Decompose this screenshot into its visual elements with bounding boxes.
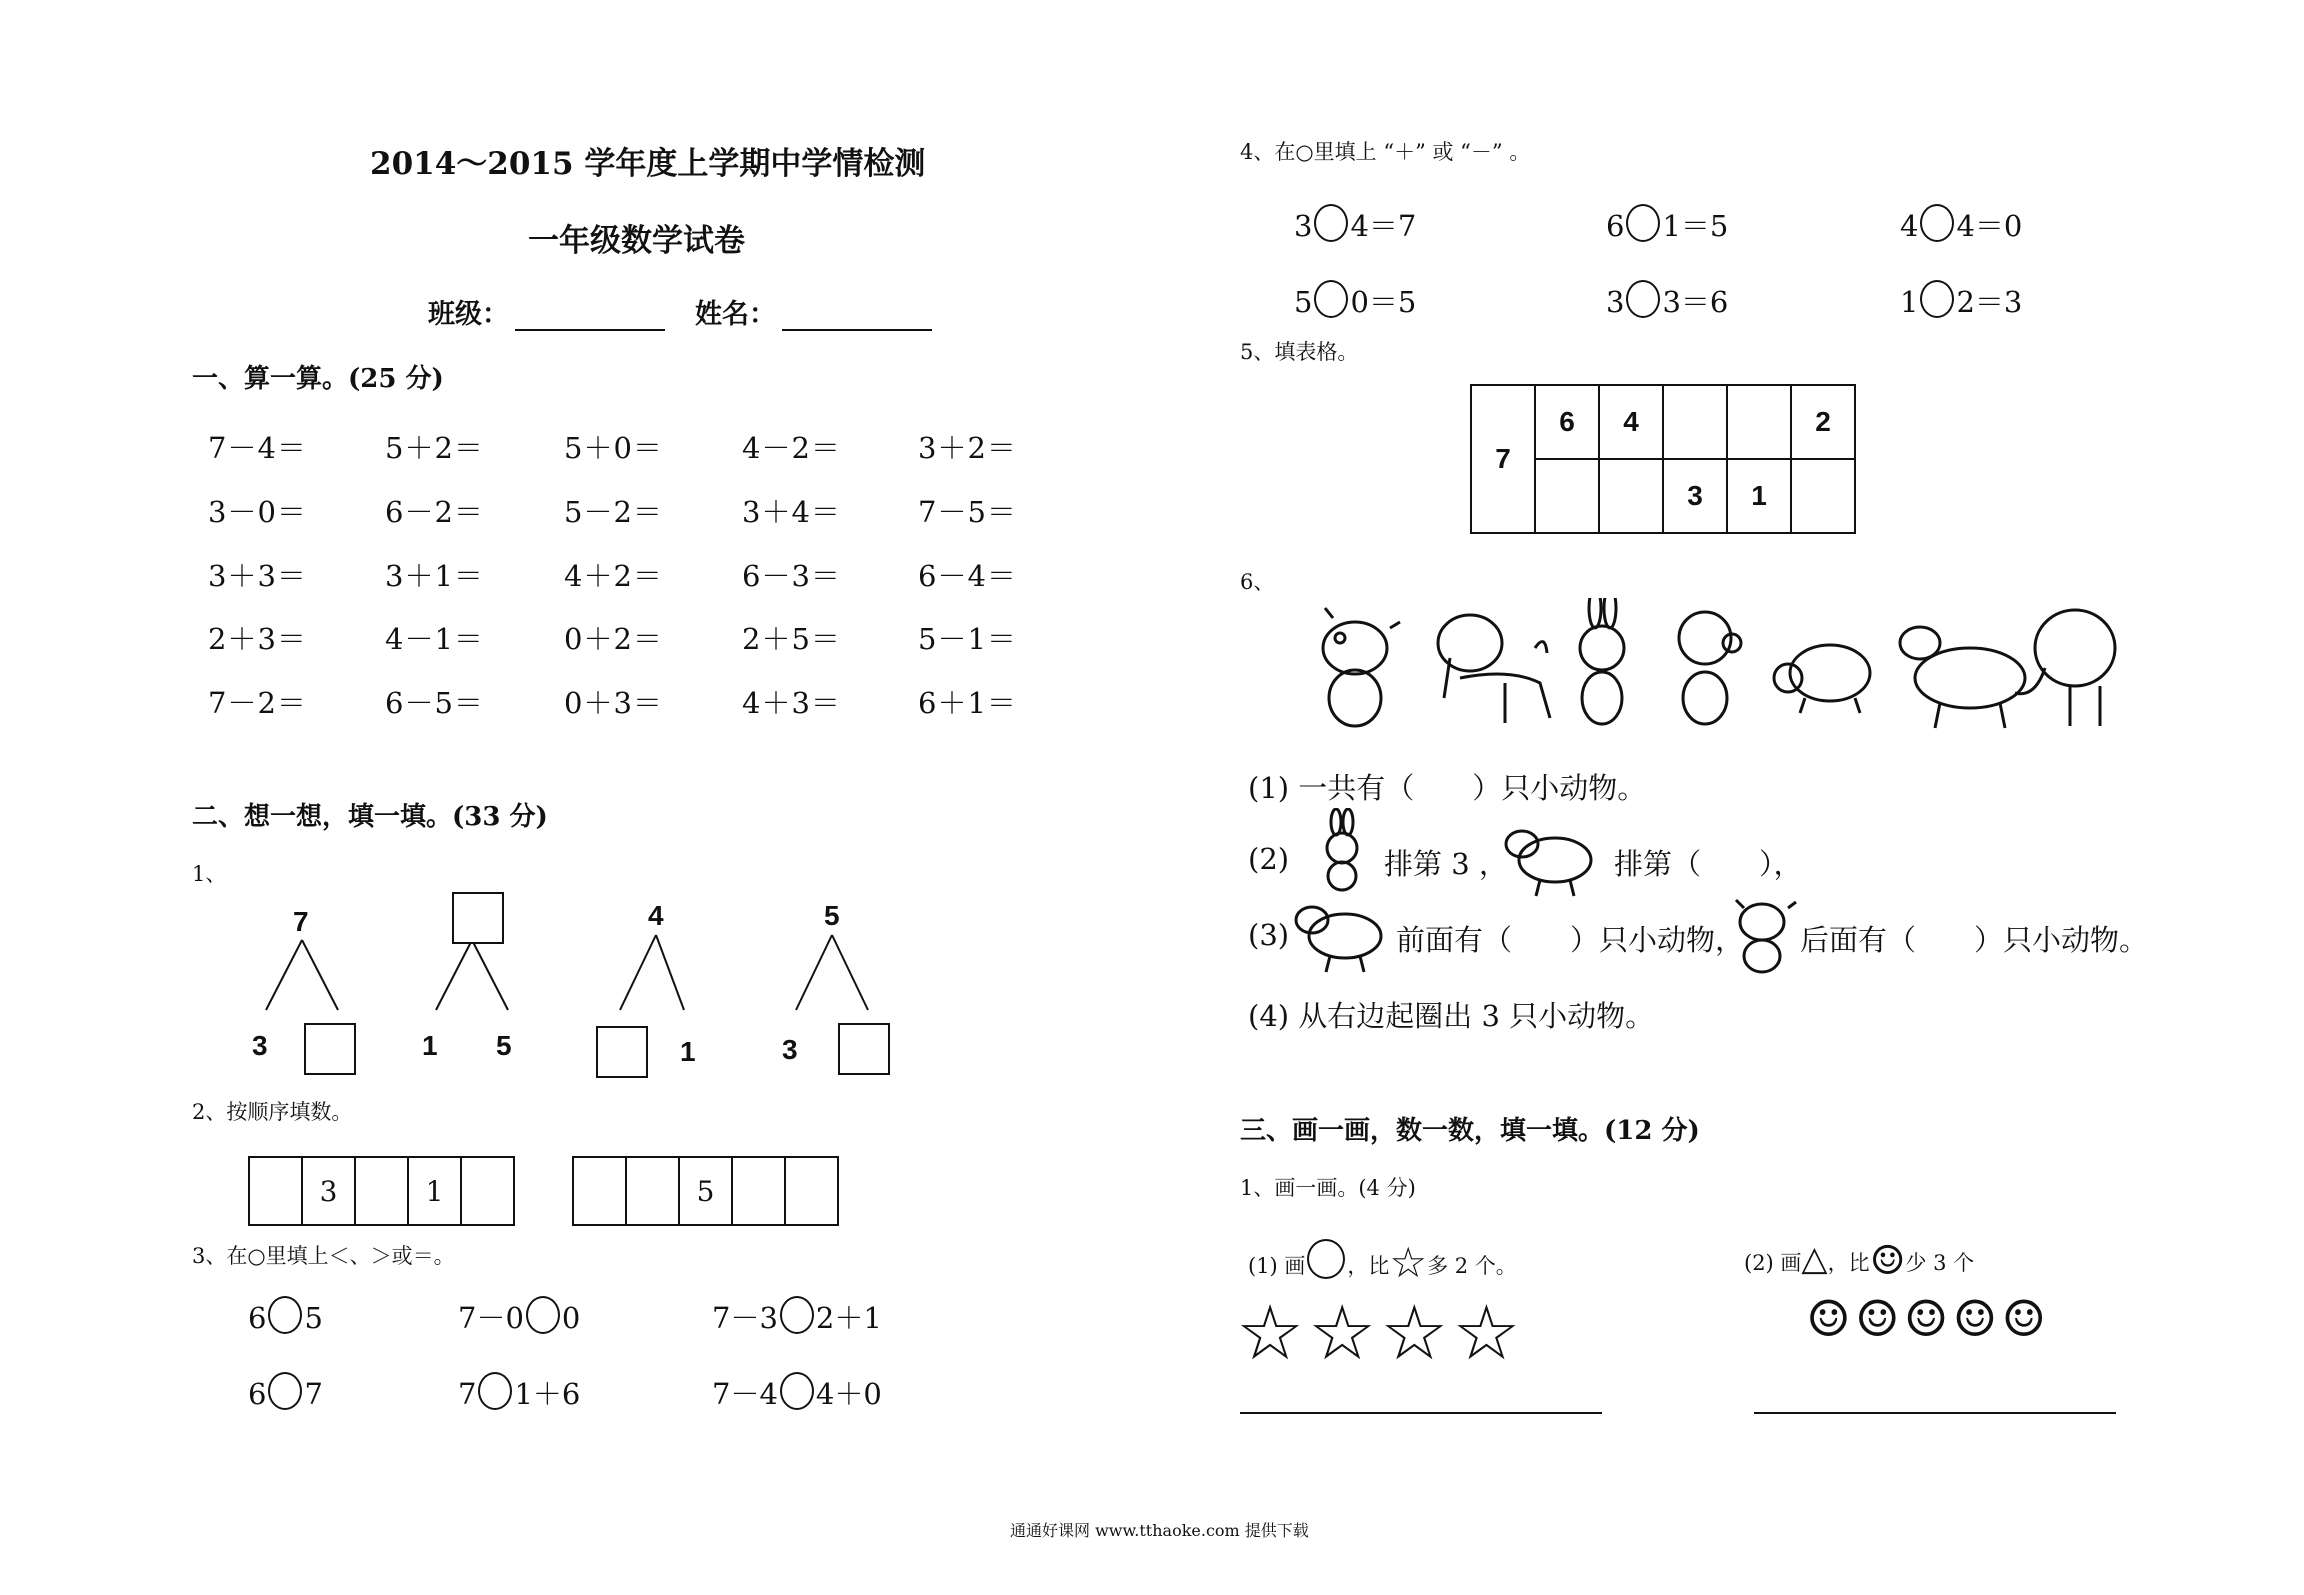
- s3-part2-less: 少 3 个: [1905, 1251, 1975, 1275]
- fill-cell[interactable]: [1727, 385, 1791, 459]
- sequence-cell[interactable]: [626, 1157, 679, 1225]
- frog-icon: [1323, 608, 1400, 726]
- elephant-icon: [2015, 610, 2115, 726]
- stars-row: [1236, 1288, 1525, 1377]
- operand-right: 4＝0: [1956, 209, 2023, 243]
- tree4-answer-box[interactable]: [838, 1023, 890, 1075]
- calc-item[interactable]: 3＋2＝: [918, 431, 1017, 465]
- sequence-cell[interactable]: [785, 1157, 838, 1225]
- calc-item[interactable]: 5－1＝: [918, 622, 1017, 656]
- sign-item: [1294, 280, 1416, 321]
- calc-item[interactable]: 5－2＝: [564, 495, 663, 529]
- fill-cell: 2: [1791, 385, 1855, 459]
- answer-circle[interactable]: [1626, 204, 1660, 242]
- operand-right: 4＝7: [1350, 209, 1417, 243]
- class-label: 班级：: [428, 299, 509, 330]
- answer-circle[interactable]: [780, 1296, 814, 1334]
- calc-item[interactable]: 6－4＝: [918, 559, 1017, 593]
- calc-item[interactable]: 2＋3＝: [208, 622, 307, 656]
- monkey-icon: [1679, 612, 1741, 724]
- smiley-icon: ☺: [1854, 1290, 1904, 1348]
- tree3-top: 4: [648, 900, 664, 931]
- calc-item[interactable]: 7－5＝: [918, 495, 1017, 529]
- circle-icon: [1307, 1239, 1345, 1279]
- operand-right: 1＝5: [1662, 209, 1729, 243]
- operand-right: 7: [304, 1377, 323, 1411]
- tree2-right: 5: [496, 1030, 512, 1061]
- calc-item[interactable]: 5＋0＝: [564, 431, 663, 465]
- calc-item[interactable]: 4＋3＝: [742, 686, 841, 720]
- sheep-icon: [1900, 627, 2025, 728]
- sheep-icon: [1290, 894, 1386, 978]
- operand-left: 7－0: [458, 1301, 524, 1335]
- compare-item: [458, 1372, 580, 1413]
- star-icon: ☆: [1452, 1288, 1525, 1377]
- fill-cell[interactable]: [1599, 459, 1663, 533]
- answer-circle[interactable]: [1920, 204, 1954, 242]
- s3-part2-draw: (2) 画: [1744, 1251, 1802, 1275]
- s3-part2-compare: ，比: [1827, 1251, 1870, 1275]
- sign-item: [1294, 204, 1416, 245]
- smiley-icon: ☺: [1869, 1238, 1906, 1284]
- answer-circle[interactable]: [268, 1372, 302, 1410]
- fill-table: [1470, 384, 1856, 534]
- operand-right: 0＝5: [1350, 285, 1417, 319]
- calc-item[interactable]: 2＋5＝: [742, 622, 841, 656]
- calc-item[interactable]: 4－2＝: [742, 431, 841, 465]
- operand-right: 5: [304, 1301, 323, 1335]
- fill-cell-first: 7: [1471, 385, 1535, 533]
- s3-part2: [1744, 1238, 1974, 1284]
- operand-right: 2＝3: [1956, 285, 2023, 319]
- name-label: 姓名：: [695, 299, 776, 330]
- sign-item: [1606, 204, 1728, 245]
- calc-item[interactable]: 6＋1＝: [918, 686, 1017, 720]
- dog-icon: [1438, 615, 1550, 723]
- operand-left: 3: [1606, 285, 1625, 319]
- tree3-right: 1: [680, 1036, 696, 1067]
- s3-q1-label: 1、画一画。(4 分): [1240, 1176, 1416, 1200]
- sequence-cell: 3: [302, 1157, 355, 1225]
- sequence-cell[interactable]: [355, 1157, 408, 1225]
- sequence-cell[interactable]: [249, 1157, 302, 1225]
- rabbit-icon: [1312, 808, 1372, 892]
- operand-left: 7: [458, 1377, 477, 1411]
- q6-part3-num: (3): [1248, 918, 1290, 952]
- triangle-icon: △: [1801, 1239, 1828, 1279]
- fill-cell[interactable]: [1535, 459, 1599, 533]
- calc-item[interactable]: 4＋2＝: [564, 559, 663, 593]
- calc-item[interactable]: 0＋2＝: [564, 622, 663, 656]
- calc-item[interactable]: 4－1＝: [385, 622, 484, 656]
- answer-circle[interactable]: [268, 1296, 302, 1334]
- q6-part2-sheep: 排第（ ），: [1614, 847, 1803, 881]
- answer-line-1[interactable]: [1240, 1412, 1602, 1414]
- sequence-cell[interactable]: [732, 1157, 785, 1225]
- q5-label: 5、填表格。: [1240, 340, 1359, 364]
- operand-left: 6: [1606, 209, 1625, 243]
- fill-cell: 4: [1599, 385, 1663, 459]
- s3-part1-more: 多 2 个。: [1427, 1254, 1517, 1278]
- section2-heading: 二、想一想，填一填。(33 分): [192, 802, 548, 832]
- calc-item[interactable]: 3＋3＝: [208, 559, 307, 593]
- exam-title: 2014～2015 学年度上学期中学情检测: [370, 146, 926, 182]
- smiley-icon: ☺: [1903, 1290, 1953, 1348]
- operand-right: 4＋0: [815, 1377, 882, 1411]
- compare-item: [458, 1296, 580, 1337]
- star-icon: ☆: [1236, 1288, 1309, 1377]
- operand-left: 7－4: [712, 1377, 778, 1411]
- sheep-icon: [1500, 820, 1596, 900]
- tree3-answer-box[interactable]: [596, 1026, 648, 1078]
- footer-source: 通通好课网 www.tthaoke.com 提供下载: [1010, 1521, 1309, 1540]
- tree1-answer-box[interactable]: [304, 1023, 356, 1075]
- q6-part1: (1) 一共有（ ）只小动物。: [1248, 771, 1647, 805]
- answer-circle[interactable]: [780, 1372, 814, 1410]
- calc-item[interactable]: 6－2＝: [385, 495, 484, 529]
- operand-left: 4: [1900, 209, 1919, 243]
- q6-part3-after: 后面有（ ）只小动物。: [1800, 923, 2149, 957]
- s3-part1-compare: ，比: [1347, 1254, 1390, 1278]
- star-icon: ☆: [1380, 1288, 1453, 1377]
- answer-circle[interactable]: [1626, 280, 1660, 318]
- calc-item[interactable]: 3＋4＝: [742, 495, 841, 529]
- section1-heading: 一、算一算。(25 分): [192, 364, 444, 394]
- calc-item[interactable]: 6－5＝: [385, 686, 484, 720]
- answer-circle[interactable]: [1314, 204, 1348, 242]
- section3-heading: 三、画一画，数一数，填一填。(12 分): [1240, 1116, 1700, 1146]
- s3-part1: [1248, 1238, 1517, 1287]
- frog-icon: [1730, 894, 1800, 978]
- sign-item: [1900, 280, 2022, 321]
- q6-label: 6、: [1240, 570, 1275, 594]
- star-icon: ☆: [1308, 1288, 1381, 1377]
- fill-cell: 1: [1727, 459, 1791, 533]
- operand-left: 6: [248, 1301, 267, 1335]
- sequence-row-1: [248, 1156, 515, 1226]
- operand-right: 1＋6: [514, 1377, 581, 1411]
- answer-circle[interactable]: [1920, 280, 1954, 318]
- sign-item: [1606, 280, 1728, 321]
- s3-part1-draw: (1) 画: [1248, 1254, 1306, 1278]
- fill-cell[interactable]: [1663, 385, 1727, 459]
- compare-item: [712, 1296, 882, 1337]
- operand-left: 5: [1294, 285, 1313, 319]
- calc-item[interactable]: 3－0＝: [208, 495, 307, 529]
- compare-item: [248, 1372, 323, 1411]
- tree2-left: 1: [422, 1030, 438, 1061]
- q6-part4: (4) 从右边起圈出 3 只小动物。: [1248, 999, 1655, 1033]
- smileys-row: [1806, 1290, 2050, 1348]
- operand-right: 3＝6: [1662, 285, 1729, 319]
- sign-item: [1900, 204, 2022, 245]
- smiley-icon: ☺: [1952, 1290, 2002, 1348]
- tree4-left: 3: [782, 1034, 798, 1065]
- operand-left: 3: [1294, 209, 1313, 243]
- turtle-icon: [1774, 645, 1870, 713]
- tree2-answer-box[interactable]: [452, 892, 504, 944]
- operand-right: 0: [561, 1301, 581, 1335]
- fill-cell: 6: [1535, 385, 1599, 459]
- sequence-row-2: [572, 1156, 839, 1226]
- q4-label: 4、在○里填上 “＋” 或 “－” 。: [1240, 140, 1531, 164]
- answer-circle[interactable]: [478, 1372, 512, 1410]
- calc-item[interactable]: 7－2＝: [208, 686, 307, 720]
- rabbit-icon: [1580, 598, 1624, 724]
- compare-item: [248, 1296, 323, 1335]
- animal-row: [1310, 598, 2130, 738]
- sequence-cell[interactable]: [573, 1157, 626, 1225]
- exam-subtitle: 一年级数学试卷: [528, 223, 745, 259]
- tree1-left: 3: [252, 1030, 268, 1061]
- operand-left: 7－3: [712, 1301, 778, 1335]
- q2-label: 2、按顺序填数。: [192, 1100, 353, 1124]
- q3-label: 3、在○里填上＜、＞或＝。: [192, 1244, 455, 1268]
- q6-part3-before: 前面有（ ）只小动物，: [1396, 923, 1745, 957]
- star-icon: ☆: [1389, 1238, 1428, 1287]
- operand-left: 6: [248, 1377, 267, 1411]
- sequence-cell: 5: [679, 1157, 732, 1225]
- answer-circle[interactable]: [1314, 280, 1348, 318]
- calc-item[interactable]: 3＋1＝: [385, 559, 484, 593]
- operand-right: 2＋1: [815, 1301, 882, 1335]
- calc-item[interactable]: 7－4＝: [208, 431, 307, 465]
- q6-part2-num: (2): [1248, 842, 1290, 876]
- smiley-icon: ☺: [2001, 1290, 2051, 1348]
- smiley-icon: ☺: [1806, 1290, 1855, 1348]
- sequence-cell[interactable]: [461, 1157, 514, 1225]
- fill-cell: 3: [1663, 459, 1727, 533]
- operand-left: 1: [1900, 285, 1919, 319]
- fill-cell[interactable]: [1791, 459, 1855, 533]
- calc-item[interactable]: 0＋3＝: [564, 686, 663, 720]
- tree1-top: 7: [293, 906, 309, 937]
- answer-circle[interactable]: [526, 1296, 560, 1334]
- calc-item[interactable]: 5＋2＝: [385, 431, 484, 465]
- answer-line-2[interactable]: [1754, 1412, 2116, 1414]
- q1-label: 1、: [192, 862, 227, 886]
- compare-item: [712, 1372, 882, 1413]
- calc-item[interactable]: 6－3＝: [742, 559, 841, 593]
- tree4-top: 5: [824, 900, 840, 931]
- sequence-cell: 1: [408, 1157, 461, 1225]
- q6-part2-rank: 排第 3 ，: [1384, 847, 1508, 881]
